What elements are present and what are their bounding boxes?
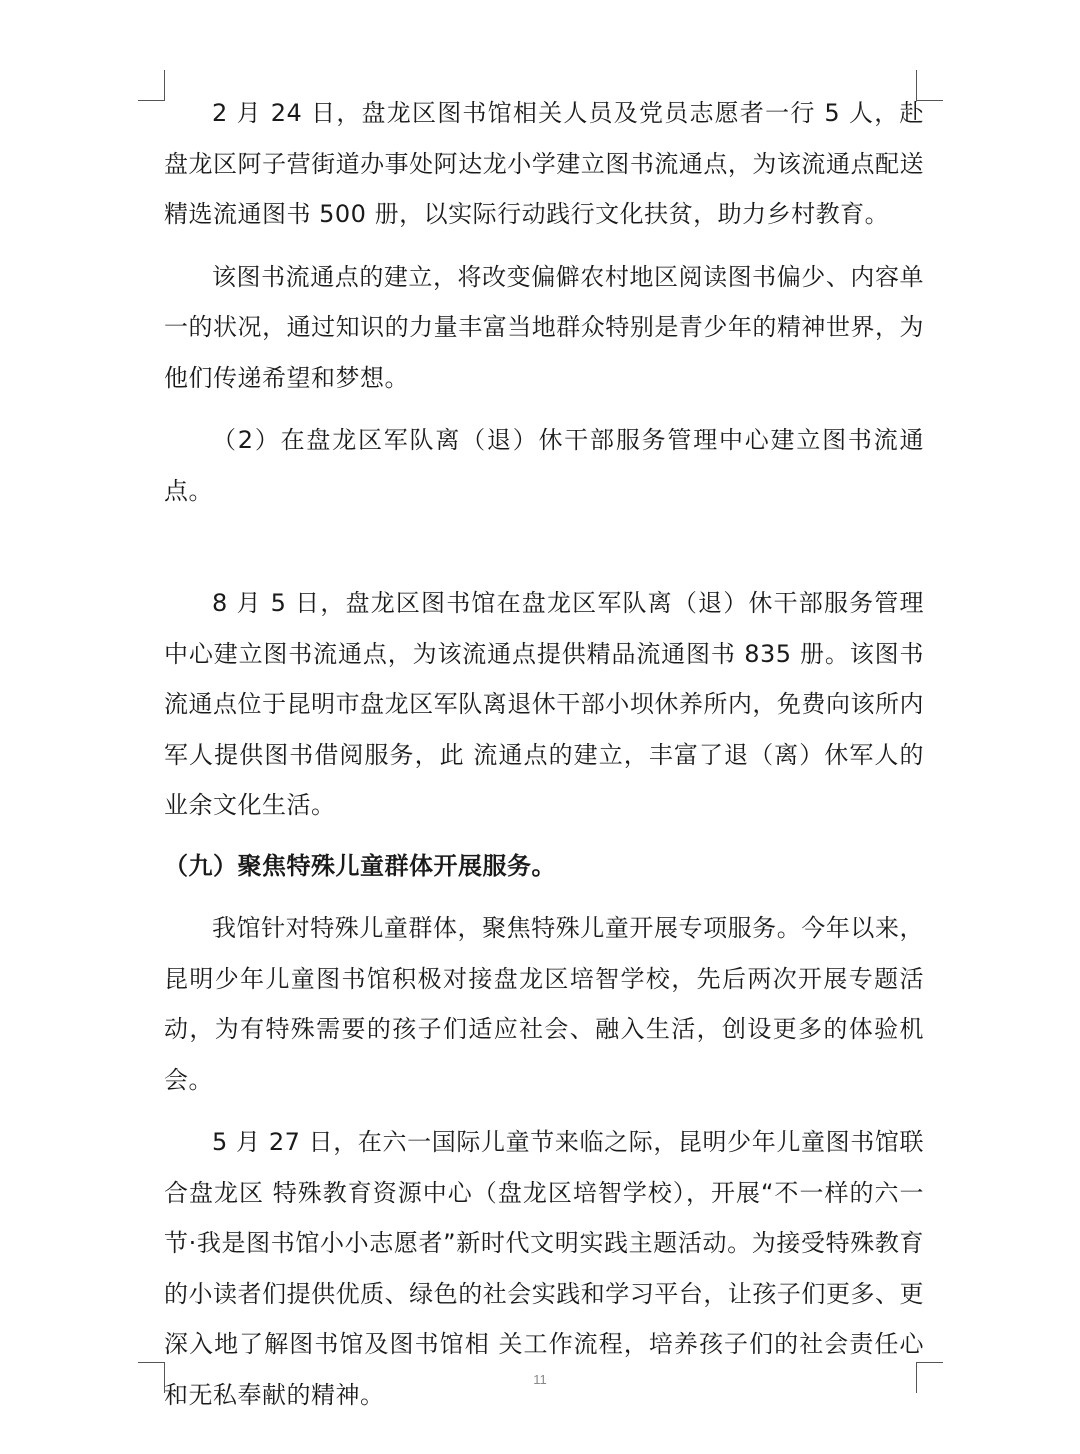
- section-heading-special-children: （九）聚焦特殊儿童群体开展服务。: [164, 851, 556, 880]
- page-number: 11: [533, 1372, 547, 1387]
- paragraph-library-outreach-feb: 2 月 24 日，盘龙区图书馆相关人员及党员志愿者一行 5 人，赴盘龙区阿子营街道办事处阿达龙小学建立图书流通点，为该流通点配送精选流通图书 500 册，以实际行动践行文化扶贫，助力乡村教育。: [164, 99, 924, 228]
- crop-mark-top-left: [138, 70, 165, 101]
- document-body: [164, 88, 924, 1420]
- paragraph-subsection-2: （2）在盘龙区军队离（退）休干部服务管理中心建立图书流通点。: [164, 426, 924, 505]
- paragraph-outreach-impact: 该图书流通点的建立，将改变偏僻农村地区阅读图书偏少、内容单一的状况，通过知识的力量丰富当地群众特别是青少年的精神世界，为他们传递希望和梦想。: [164, 262, 924, 392]
- paragraph-special-children-service: 我馆针对特殊儿童群体，聚焦特殊儿童开展专项服务。今年以来，昆明少年儿童图书馆积极对接盘龙区培智学校，先后两次开展专题活动，为有特殊需要的孩子们适应社会、融入生活，创设更多的体验机会。: [164, 914, 924, 1094]
- paragraph-childrens-day-activity: 5 月 27 日，在六一国际儿童节来临之际，昆明少年儿童图书馆联合盘龙区 特殊教育资源中心（盘龙区培智学校），开展“不一样的六一节·我是图书馆小小志愿者”新时代文明实践主题活动。为接受特殊教育的小读者们提供优质、绿色的社会实践和学习平台，让孩子们更多、更深入地了解图书馆及图书馆相 关工作流程，培养孩子们的社会责任心和无私奉献的精神。: [164, 1128, 924, 1409]
- paragraph-veterans-center: 8 月 5 日，盘龙区图书馆在盘龙区军队离（退）休干部服务管理中心建立图书流通点，为该流通点提供精品流通图书 835 册。该图书流通点位于昆明市盘龙区军队离退休干部小坝休养所内，免费向该所内军人提供图书借阅服务，此 流通点的建立，丰富了退（离）休军人的业余文化生活。: [164, 589, 924, 819]
